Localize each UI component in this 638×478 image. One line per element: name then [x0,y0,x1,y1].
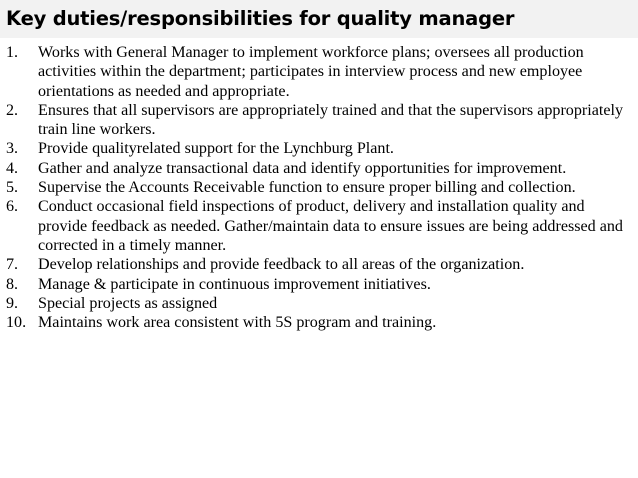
item-number: 6. [6,198,19,216]
item-text: Provide qualityrelated support for the Lynchburg Plant. [38,140,394,158]
item-number: 4. [6,159,19,177]
list-item [0,294,630,313]
list-item [0,255,630,274]
item-text: Ensures that all supervisors are appropriately trained and that the supervisors appropriately train line workers. [38,101,624,139]
item-number: 1. [6,44,19,61]
list-item [0,275,630,294]
list-item [0,101,630,140]
item-text: Conduct occasional field inspections of product, delivery and installation quality and provide feedback as needed. Gather/maintain data to ensure issues are being addressed and corrected in a timely manner. [38,198,623,254]
item-number: 8. [6,275,19,293]
list-item [0,313,630,332]
item-number: 2. [6,101,19,119]
item-text: Supervise the Accounts Receivable function to ensure proper billing and collection. [38,179,576,197]
item-text: Works with General Manager to implement workforce plans; oversees all production activities within the department; participates in interview process and new employee orientations as needed and appropriate. [38,44,584,100]
list-item [0,178,630,197]
list-item [0,43,630,101]
item-number: 9. [6,294,19,312]
item-text: Maintains work area consistent with 5S program and training. [38,314,437,332]
duties-list [0,43,630,332]
item-text: Gather and analyze transactional data and identify opportunities for improvement. [38,159,567,177]
item-number: 7. [6,256,19,274]
list-item [0,159,630,178]
item-text: Manage & participate in continuous improvement initiatives. [38,275,431,293]
item-number: 5. [6,179,19,197]
list-item [0,197,630,255]
item-text: Special projects as assigned [38,294,218,312]
title-bar [0,0,638,38]
item-number: 3. [6,140,19,158]
item-number: 10. [6,314,27,332]
item-text: Develop relationships and provide feedback to all areas of the organization. [38,256,525,274]
list-item [0,139,630,158]
slide-title: Key duties/responsibilities for quality manager [6,7,515,30]
